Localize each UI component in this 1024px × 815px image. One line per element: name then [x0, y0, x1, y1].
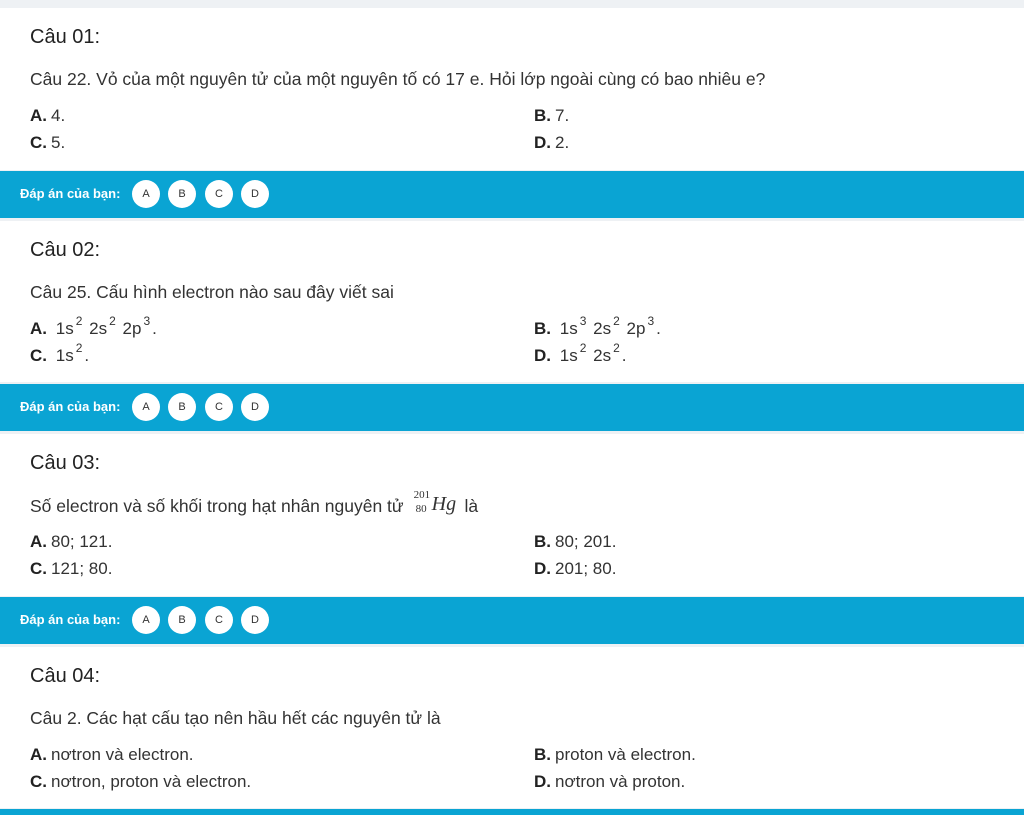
option-b: [534, 745, 696, 765]
option-value: proton và electron.: [555, 745, 696, 764]
option-value: 80; 201.: [555, 532, 617, 551]
answer-button-d[interactable]: D: [241, 180, 269, 208]
option-value: nơtron và electron.: [51, 745, 194, 764]
answer-button-a[interactable]: A: [132, 180, 160, 208]
question-card-1: [0, 8, 1024, 170]
question-title: Câu 04:: [30, 665, 101, 687]
option-label: A.: [30, 319, 47, 338]
option-b: [534, 532, 616, 552]
option-c: [30, 772, 251, 792]
answer-button-d[interactable]: D: [241, 393, 269, 421]
orbital: 1s: [559, 319, 578, 338]
option-value: 121; 80.: [51, 559, 113, 578]
option-b: [534, 106, 569, 126]
option-label: A.: [30, 106, 47, 125]
question-text: [30, 489, 479, 517]
option-label: C.: [30, 346, 47, 365]
option-end: .: [621, 346, 627, 365]
orbital-exponent: 2: [75, 314, 83, 329]
orbital-exponent: 3: [579, 314, 587, 329]
option-label: D.: [534, 772, 551, 791]
option-value: 2.: [555, 133, 570, 152]
orbital: 2p: [122, 319, 142, 338]
option-d: [534, 772, 685, 792]
answer-button-c[interactable]: C: [205, 180, 233, 208]
option-end: .: [152, 319, 157, 338]
answer-bar-2: [0, 384, 1024, 431]
isotope-symbol: Hg: [431, 493, 457, 515]
orbital: 2s: [89, 319, 108, 338]
option-a: [30, 314, 157, 339]
orbital-exponent: 3: [143, 314, 151, 329]
option-c: [30, 341, 90, 366]
question-text: Câu 22. Vỏ của một nguyên tử của một nguyên tố có 17 e. Hỏi lớp ngoài cùng có bao nhiêu e?: [30, 69, 766, 89]
answer-bar-3: [0, 597, 1024, 644]
isotope-mass: 201: [413, 489, 431, 501]
answer-button-b[interactable]: B: [168, 393, 196, 421]
option-label: B.: [534, 745, 551, 764]
question-title: Câu 02:: [30, 239, 101, 261]
option-label: B.: [534, 319, 551, 338]
answer-label: Đáp án của bạn:: [20, 399, 121, 414]
answer-button-d[interactable]: D: [241, 606, 269, 634]
option-d: [534, 559, 616, 579]
option-label: A.: [30, 745, 47, 764]
option-label: B.: [534, 106, 551, 125]
answer-bar-4-edge: [0, 809, 1024, 815]
option-value: 4.: [51, 106, 66, 125]
orbital-exponent: 2: [579, 341, 587, 356]
answer-button-b[interactable]: B: [168, 606, 196, 634]
question-text-after: là: [464, 496, 479, 516]
question-text: Câu 2. Các hạt cấu tạo nên hầu hết các nguyên tử là: [30, 708, 441, 728]
option-label: C.: [30, 133, 47, 152]
answer-button-a[interactable]: A: [132, 393, 160, 421]
orbital-exponent: 2: [613, 341, 620, 356]
orbital-exponent: 2: [109, 314, 116, 329]
question-card-3: [0, 434, 1024, 596]
option-value: nơtron, proton và electron.: [51, 772, 252, 791]
option-label: C.: [30, 772, 47, 791]
orbital: 2s: [593, 319, 612, 338]
option-label: D.: [534, 559, 551, 578]
orbital: 2s: [593, 346, 612, 365]
option-value: 201; 80.: [555, 559, 617, 578]
answer-bar-1: [0, 171, 1024, 218]
option-end: .: [656, 319, 661, 338]
orbital: 1s: [559, 346, 578, 365]
option-a: [30, 532, 112, 552]
option-c: [30, 559, 112, 579]
isotope-notation: [412, 489, 460, 515]
option-d: [534, 341, 627, 366]
option-value: 80; 121.: [51, 532, 113, 551]
answer-button-c[interactable]: C: [205, 393, 233, 421]
answer-label: Đáp án của bạn:: [20, 186, 121, 201]
option-end: .: [84, 346, 90, 365]
option-c: [30, 133, 65, 153]
isotope-number: 80: [415, 503, 427, 515]
option-value: 5.: [51, 133, 66, 152]
option-label: D.: [534, 133, 551, 152]
answer-button-a[interactable]: A: [132, 606, 160, 634]
question-card-2: [0, 221, 1024, 382]
orbital: 1s: [55, 346, 74, 365]
question-title: Câu 01:: [30, 26, 101, 48]
answer-label: Đáp án của bạn:: [20, 612, 121, 627]
option-value: 7.: [555, 106, 570, 125]
option-b: [534, 314, 661, 339]
option-value: nơtron và proton.: [555, 772, 686, 791]
orbital: 2p: [626, 319, 646, 338]
option-a: [30, 745, 194, 765]
orbital: 1s: [55, 319, 74, 338]
option-d: [534, 133, 569, 153]
option-label: D.: [534, 346, 551, 365]
question-text-before: Số electron và số khối trong hạt nhân nguyên tử: [30, 496, 404, 516]
answer-button-b[interactable]: B: [168, 180, 196, 208]
question-card-4: [0, 647, 1024, 808]
orbital-exponent: 2: [613, 314, 620, 329]
option-label: A.: [30, 532, 47, 551]
option-a: [30, 106, 65, 126]
option-label: C.: [30, 559, 47, 578]
orbital-exponent: 2: [75, 341, 83, 356]
orbital-exponent: 3: [647, 314, 655, 329]
question-title: Câu 03:: [30, 452, 101, 474]
option-label: B.: [534, 532, 551, 551]
question-text: Câu 25. Cấu hình electron nào sau đây viết sai: [30, 282, 394, 302]
answer-button-c[interactable]: C: [205, 606, 233, 634]
